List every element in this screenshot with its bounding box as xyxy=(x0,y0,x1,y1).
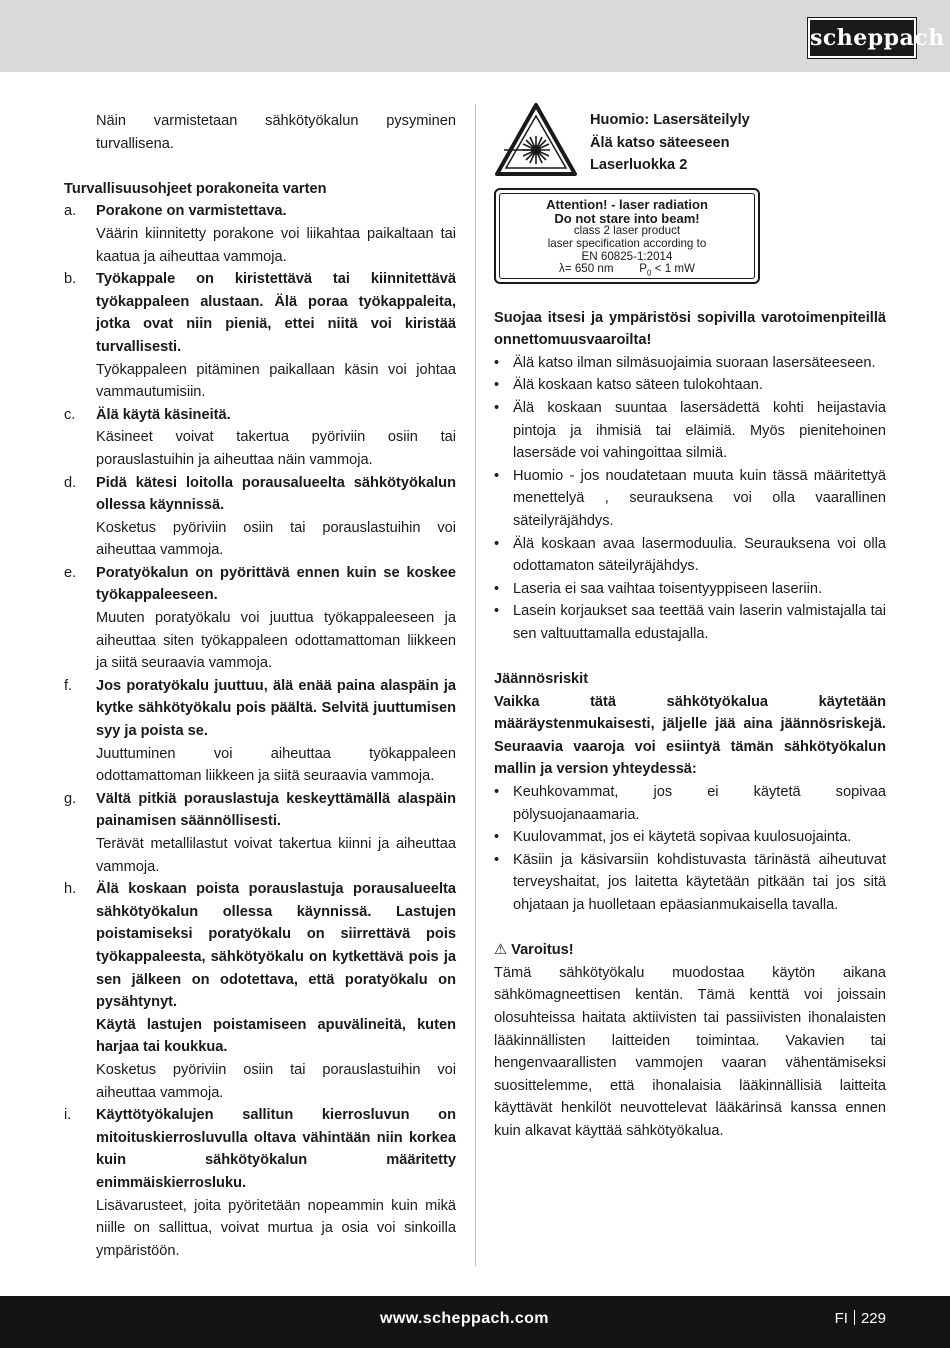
list-item: • Älä koskaan katso säteen tulokohtaan. xyxy=(494,377,763,394)
list-item: i. Käyttötyökalujen sallitun kierrosluvun on mitoituskierrosluvulla oltava vähintään niin korkea kuin sähkötyökalun määritetty enimmäiskierrosluku. Lisävarusteet, joita pyöritetään nopeammin kuin mikä niille on sallittua, voivat murtua ja osia voi sinkoilla ympäristöön. xyxy=(64,1104,456,1262)
list-item: • Älä koskaan avaa lasermoduulia. Seurauksena voi olla odottamaton säteilyräjähdys. xyxy=(494,535,886,575)
list-item: h. Älä koskaan poista porauslastuja porausalueelta sähkötyökalun ollessa käynnissä. Lastujen poistamiseksi poratyökalu on siirrettävä pois työkappaleesta, sähkötyökalu on kytkettävä pois ja sen jälkeen on odotettava, että poratyökalu on pysähtynyt. Käytä lastujen poistamiseen apuvälineitä, kuten harjaa tai koukkua. Kosketus pyöriviin osiin tai porauslastuihin voi aiheuttaa vammoja. xyxy=(64,878,456,1104)
list-item: • Älä katso ilman silmäsuojaimia suoraan lasersäteeseen. xyxy=(494,354,876,371)
item-text: Väärin kiinnitetty porakone voi liikahtaa paikaltaan tai kaatua ja aiheuttaa vammoja. xyxy=(96,225,456,265)
brand-logo: scheppach xyxy=(808,18,916,58)
item-bold: Vältä pitkiä porauslastuja keskeyttämällä alaspäin painamisen säännöllisesti. xyxy=(96,790,456,830)
list-item: • Älä koskaan suuntaa lasersädettä kohti heijastavia pintoja ja ihmisiä tai eläimiä. Myös pienitehoinen lasersäde voi vahingoittaa silmiä. xyxy=(494,399,886,462)
list-item: c. Älä käytä käsineitä. Käsineet voivat takertua pyöriviin osiin tai porauslastuihin ja aiheuttaa näin vammoja. xyxy=(64,404,456,472)
laser-warning xyxy=(494,102,886,178)
list-item: • Huomio - jos noudatetaan muuta kuin tässä määritettyä menettelyä , seurauksena voi olla vaarallinen säteilyräjähdys. xyxy=(494,467,886,529)
list-item: e. Poratyökalun on pyörittävä ennen kuin se koskee työkappaleeseen. Muuten poratyökalu voi juuttua työkappaleeseen ja aiheuttaa siten työkappaleen odottamattoman liikkeen ja siitä seuraavia vammoja. xyxy=(64,562,456,675)
item-text: Kosketus pyöriviin osiin tai porauslastuihin voi aiheuttaa vammoja. xyxy=(96,1061,456,1101)
column-divider xyxy=(475,104,476,1266)
list-item: g. Vältä pitkiä porauslastuja keskeyttämällä alaspäin painamisen säännöllisesti. Terävät metallilastut voivat takertua kiinni ja aiheuttaa vammoja. xyxy=(64,788,456,878)
list-item: • Kuulovammat, jos ei käytetä sopivaa kuulosuojainta. xyxy=(494,829,852,846)
warning-title: ⚠ Varoitus! xyxy=(494,942,574,959)
residual-intro: Vaikka tätä sähkötyökalua käytetään määräystenmukaisesti, jäljelle jää aina jäännösriskejä. Seuraavia vaaroja voi esiintyä tämän sähkötyökalun mallin ja version yhteydessä: xyxy=(494,693,886,778)
item-bold: Pidä kätesi loitolla porausalueelta sähkötyökalun ollessa käynnissä. xyxy=(96,474,456,514)
residual-title: Jäännösriskit xyxy=(494,671,589,688)
item-text: Kosketus pyöriviin osiin tai porauslastuihin voi aiheuttaa vammoja. xyxy=(96,519,456,559)
protect-heading: Suojaa itsesi ja ympäristösi sopivilla varotoimenpiteillä onnettomuusvaaroilta! xyxy=(494,309,886,349)
section-title: Turvallisuusohjeet porakoneita varten xyxy=(64,180,327,197)
footer-bar xyxy=(0,1296,950,1348)
item-text: Käsineet voivat takertua pyöriviin osiin tai porauslastuihin ja aiheuttaa näin vammoja. xyxy=(96,429,456,468)
laser-warning-icon xyxy=(494,102,578,178)
list-item: • Keuhkovammat, jos ei käytetä sopivaa pölysuojanaamaria. xyxy=(494,784,886,823)
laser-label-line: Do not stare into beam! xyxy=(554,210,700,226)
laser-label-line: λ= 650 nm $P_0 < 1$ mW xyxy=(559,262,695,278)
list-item: • Laseria ei saa vaihtaa toisentyyppiseen laseriin. xyxy=(494,580,823,597)
page-number: FI 229 xyxy=(834,1310,886,1327)
item-text: Terävät metallilastut voivat takertua kiinni ja aiheuttaa vammoja. xyxy=(96,836,456,875)
list-item: f. Jos poratyökalu juuttuu, älä enää paina alaspäin ja kytke sähkötyökalu pois päältä. Selvitä juuttumisen syy ja poista se. Juuttuminen voi aiheuttaa työkappaleen odottamattoman liikkeen ja siitä seuraavia vammoja. xyxy=(64,675,456,788)
laser-label xyxy=(494,188,760,284)
item-text: Muuten poratyökalu voi juuttua työkappaleeseen ja aiheuttaa siten työkappaleen odottamattoman liikkeen ja siitä seuraavia vammoja. xyxy=(96,610,456,672)
item-bold: Poratyökalun on pyörittävä ennen kuin se koskee työkappaleeseen. xyxy=(96,564,456,604)
item-bold-2: Käytä lastujen poistamiseen apuvälineitä, kuten harjaa tai koukkua. xyxy=(96,1016,456,1056)
laser-label-line: class 2 laser product xyxy=(573,224,681,237)
list-item: b. Työkappale on kiristettävä tai kiinnitettävä työkappaleen alustaan. Älä poraa työkappaleita, jotka ovat niin pieniä, ettei niitä voi kiristää turvallisesti. Työkappaleen pitäminen paikallaan käsin voi johtaa vammautumisiin. xyxy=(64,268,456,404)
laser-warning-line: Älä katso säteeseen xyxy=(590,134,730,151)
list-item: • Lasein korjaukset saa teettää vain laserin valmistajalla tai sen valtuuttamalla edustajalla. xyxy=(494,603,886,642)
list-item: • Käsiin ja käsivarsiin kohdistuvasta tärinästä aiheutuvat terveyshaitat, jos laitetta käytetään pitkään tai jos sitä ohjataan ja huolletaan epäasianmukaisella tavalla. xyxy=(494,851,886,914)
list-item: a. Porakone on varmistettava. Väärin kiinnitetty porakone voi liikahtaa paikaltaan tai kaatua ja aiheuttaa vammoja. xyxy=(64,200,456,268)
item-bold: Porakone on varmistettava. xyxy=(96,203,287,220)
laser-label-line: laser specification according to xyxy=(547,236,707,250)
item-bold: Älä käytä käsineitä. xyxy=(96,406,231,423)
laser-label-line: Attention! - laser radiation xyxy=(546,197,708,212)
item-bold: Työkappale on kiristettävä tai kiinnitettävä työkappaleen alustaan. Älä poraa työkappaleita, jotka ovat niin pieniä, ettei niitä voi kiristää turvallisesti. xyxy=(96,271,456,355)
item-text: Juuttuminen voi aiheuttaa työkappaleen odottamattoman liikkeen ja siitä seuraavia vammoja. xyxy=(96,745,456,785)
item-bold: Älä koskaan poista porauslastuja porausalueelta sähkötyökalun ollessa käynnissä. Lastujen poistamiseksi poratyökalu on siirrettävä pois työkappaleesta, sähkötyökalu on kytkettävä pois ja sen jälkeen on odotettava, että poratyökalu on pysähtynyt. xyxy=(96,881,456,1011)
warning-text: Tämä sähkötyökalu muodostaa käytön aikana sähkömagneettisen kentän. Tämä kenttä voi joissain olosuhteissa haitata aktiivisten tai passiivisten ihonalaisten lääkinnällisten laitteiden toimintaa. Vakavien tai hengenvaarallisten vammojen vaaran vähentämiseksi suosittelemme, että ihonalaisia lääkinnällisiä laitteita käyttävät henkilöt neuvottelevat lääkärinsä kanssa ennen kuin alkavat käyttää sähkötyökalua. xyxy=(494,964,886,1139)
item-bold: Käyttötyökalujen sallitun kierrosluvun on mitoituskierrosluvulla oltava vähintään niin korkea kuin sähkötyökalun määritetty enimmäiskierrosluku. xyxy=(96,1107,456,1191)
header-bar xyxy=(0,0,950,72)
item-text: Lisävarusteet, joita pyöritetään nopeammin kuin mikä niille on sallittua, voivat murtua ja osia voi sinkoilla ympäristöön. xyxy=(96,1197,456,1259)
left-column xyxy=(64,110,456,1262)
item-bold: Jos poratyökalu juuttuu, älä enää paina alaspäin ja kytke sähkötyökalu pois päältä. Selvitä juuttumisen syy ja poista se. xyxy=(96,677,456,740)
right-column xyxy=(494,102,886,1143)
list-item: d. Pidä kätesi loitolla porausalueelta sähkötyökalun ollessa käynnissä. Kosketus pyöriviin osiin tai porauslastuihin voi aiheuttaa vammoja. xyxy=(64,472,456,562)
footer-url[interactable]: www.scheppach.com xyxy=(380,1310,549,1327)
laser-label-line: EN 60825-1:2014 xyxy=(581,249,673,263)
laser-warning-line: Laserluokka 2 xyxy=(590,157,688,174)
laser-warning-line: Huomio: Lasersäteilyly xyxy=(590,112,750,128)
intro-text: Näin varmistetaan sähkötyökalun pysyminen turvallisena. xyxy=(96,113,456,152)
item-text: Työkappaleen pitäminen paikallaan käsin voi johtaa vammautumisiin. xyxy=(96,361,456,401)
